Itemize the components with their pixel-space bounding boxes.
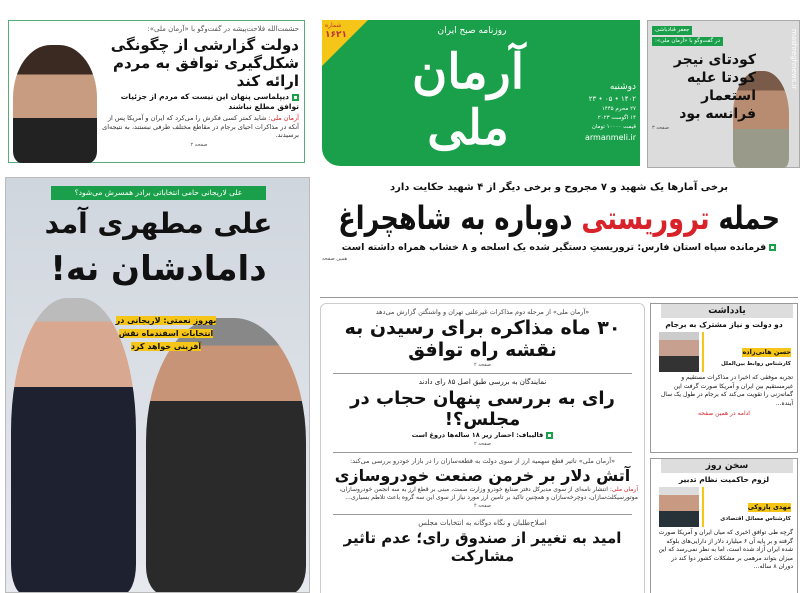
story-headline[interactable]: ۳۰ ماه مذاکره برای رسیدن به نقشه راه توافق: [344, 317, 621, 361]
author-photo: [659, 332, 699, 372]
divider: [333, 514, 632, 515]
headline-line-1: علی مطهری آمد: [44, 207, 273, 240]
lead-headline[interactable]: حمله تروریستی دوباره به شاهچراغ: [338, 199, 780, 237]
page-ref: همین صفحه: [322, 256, 348, 262]
story-headline[interactable]: آتش دلار بر خرمن صنعت خودروسازی: [334, 466, 631, 485]
divider: [333, 452, 632, 453]
website[interactable]: armanmeli.ir: [584, 133, 636, 142]
top-right-teaser[interactable]: [647, 20, 800, 168]
author-role: کارشناس مسائل اقتصادی: [720, 516, 791, 522]
page-ref: صفحه ۲: [474, 441, 491, 447]
column-body: تجربه موفقی که اخیرا در مذاکرات مستقیم و غیرمستقیم بین ایران و آمریکا صورت گرفت این گمانه‌زنی را تقویت می‌کند که برجام در طول یک سال آینده...: [660, 374, 793, 407]
date-gregorian: ۱۴ اگوست ۲۰۲۳: [597, 115, 636, 121]
weekday: دوشنبه: [609, 82, 636, 92]
page-ref: صفحه ۴: [474, 503, 491, 509]
lead-overline: برخی آمارها یک شهید و ۷ مجروح و برخی دیگر از ۴ شهید حکایت دارد: [389, 182, 729, 193]
tagline: روزنامه صبح ایران: [437, 26, 507, 36]
author-photo: [659, 487, 699, 527]
page-ref: صفحه ۳: [652, 125, 669, 131]
interview-tag: در گفت‌وگو با «آرمان ملی»:: [652, 37, 723, 46]
column-title: لزوم حاکمیت نظام تدبیر: [678, 475, 770, 484]
section-title: سخن روز: [661, 459, 793, 473]
subhead: دیپلماسی پنهان این نیست که مردم از جزئیات توافق مطلع نباشند: [120, 92, 299, 111]
headline: کودتای نیجر کودتا علیه استعمار فرانسه بود: [673, 52, 756, 122]
story-kicker: «آرمان ملی» از مرحله دوم مذاکرات غیرعلنی تهران و واشنگتن گزارش می‌دهد: [375, 308, 590, 316]
quote: بهروز نعمتی: لاریجانی در انتخابات اسفندماه نقش آفرینی خواهد کرد: [115, 316, 217, 351]
headline-line-2: دامادشان نه!: [50, 249, 267, 289]
story-kicker: اصلاح‌طلبان و نگاه دوگانه به انتخابات مجلس: [418, 519, 547, 527]
column-title: دو دولت و نیاز مشترک به برجام: [665, 320, 783, 329]
divider: [333, 373, 632, 374]
issue-label: شماره: [325, 22, 342, 29]
story-kicker: نمایندگان به بررسی طبق اصل ۸۵ رای دادند: [418, 378, 547, 386]
page-ref: صفحه ۲: [190, 141, 208, 148]
continue-link[interactable]: ادامه در همین صفحه: [698, 410, 750, 417]
issue-number: ۱۶۲۱: [325, 30, 347, 40]
author-name: مهدی پازوکی: [747, 503, 791, 511]
left-feature[interactable]: [5, 177, 310, 593]
story-kicker: «آرمان ملی» تاثیر قطع سهمیه ارز از سوی دولت به قطعه‌سازان را در بازار خودرو بررسی می‌کند:: [349, 457, 616, 465]
bullet-icon: [546, 432, 553, 439]
story-headline[interactable]: رای به بررسی پنهان حجاب در مجلس؟!: [350, 388, 615, 430]
headline: دولت گزارشی از چگونگی شکل‌گیری توافق به مردم ارائه کند: [110, 36, 299, 90]
author-role: کارشناس روابط بین‌الملل: [720, 361, 791, 367]
center-stories: [320, 303, 645, 593]
motahari-photo: [146, 318, 306, 593]
author-name: حسن هانی‌زاده: [742, 348, 791, 356]
top-left-teaser[interactable]: [8, 20, 305, 163]
masthead: [322, 20, 640, 166]
price: قیمت ۱۰۰۰۰ تومان: [591, 124, 636, 130]
date-lunar: ۲۷ محرم ۱۴۴۵: [601, 106, 636, 112]
column-body: گرچه طی توافق اخیری که میان ایران و آمریکا صورت گرفته و بر پایه آن ۶ میلیارد دلار از دارایی‌های بلوکه شده ایران آزاد شده است، اما به نظر نمی‌رسد که این میزان بتواند مرهمی بر مشکلات کشور دوا کند در دوران ۸ ساله...: [658, 529, 793, 570]
lead: آرمان ملی: شاید کمتر کسی فکرش را می‌کرد که ایران و آمریکا پس از آنکه در مذاکرات احیای برجام در مقاطع مختلف طرفی نبستند، به نتیجه‌ای برسیدند.: [102, 114, 299, 139]
logo: آرمان ملی: [411, 44, 525, 156]
lead-subhead: فرمانده سپاه استان فارس: تروریستِ دستگیر شده یک اسلحه و ۸ خشاب همراه داشته است: [342, 242, 776, 254]
date-solar: ۱۴۰۲ • ۰۵ • ۲۳: [588, 95, 636, 103]
story-lead: آرمان ملی: انتشار نامه‌ای از سوی مدیرکل دفتر صنایع خودرو وزارت صمت، مبنی بر قطع ارز به سه انجمن خودروسازان، موتورسیکلت‌سازان، دوچرخه‌سازان و همچنین تاکید بر تامین ارز مورد نیاز از سوی این سه گروه باعث تلاطم بسیاری...: [339, 486, 638, 501]
watermark: mashreghnews.ir: [790, 29, 798, 90]
column-box-1[interactable]: [650, 303, 798, 453]
story-subhead: قالیباف: احضار زیر ۱۸ ساله‌ها دروغ است: [327, 431, 638, 440]
feature-tag: علی لاریجانی حامی انتخاباتی برادر همسرش می‌شود؟: [51, 186, 266, 200]
lead-story[interactable]: [318, 181, 800, 295]
story-headline[interactable]: امید به تغییر از صندوق رای؛ عدم تاثیر مشارکت: [343, 529, 622, 565]
interviewee-photo: [13, 45, 97, 163]
column-box-2[interactable]: [650, 458, 798, 593]
section-title: یادداشت: [661, 304, 793, 318]
divider: [320, 297, 798, 298]
bullet-icon: [769, 244, 776, 251]
kicker: حشمت‌الله فلاحت‌پیشه در گفت‌وگو با «آرمان ملی»:: [147, 25, 299, 33]
person-tag: جعفر قنادباشی: [652, 26, 692, 35]
page-ref: صفحه ۲: [474, 362, 491, 368]
bullet-icon: [292, 94, 299, 101]
